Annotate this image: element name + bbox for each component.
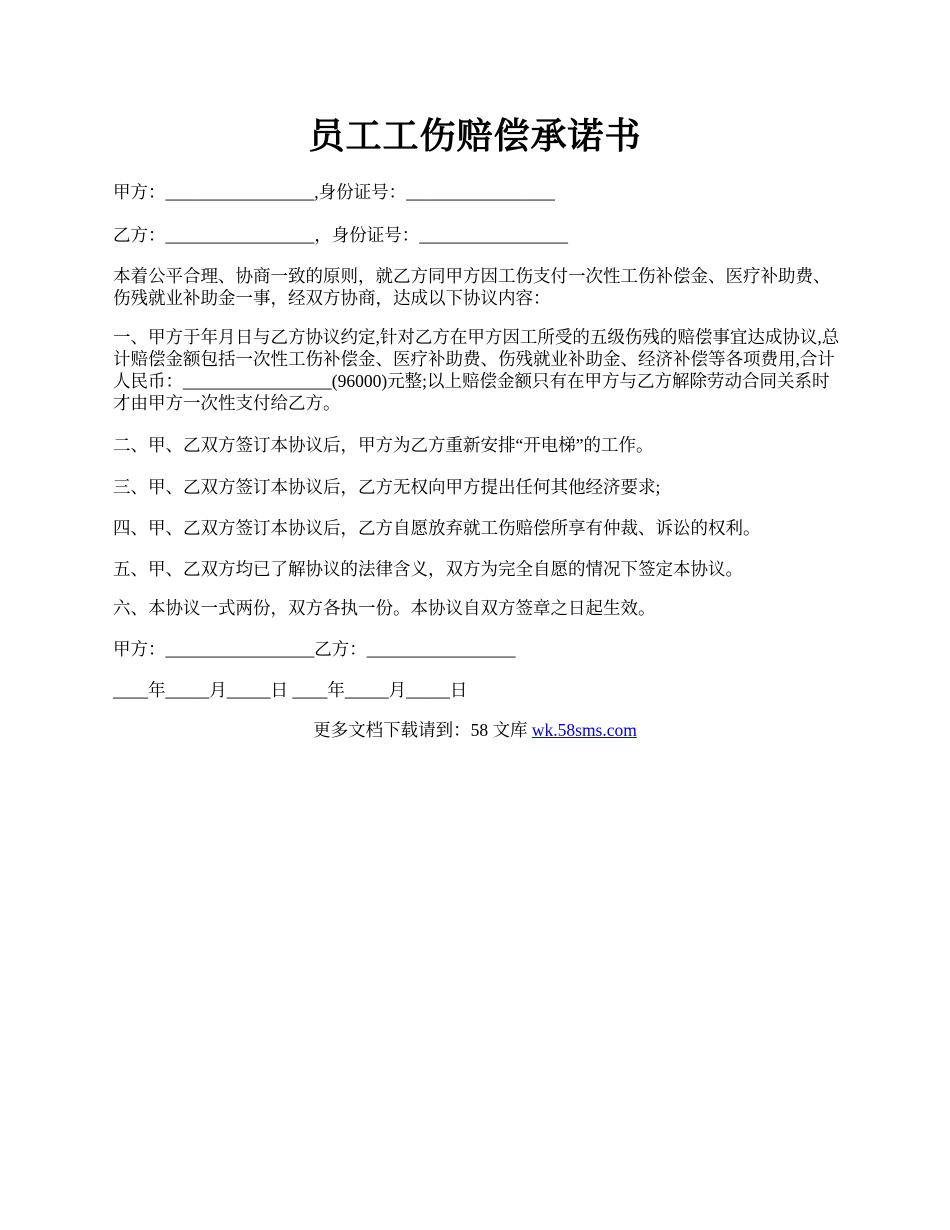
party-a-line: 甲方：_________________,身份证号：_________________ (113, 182, 555, 202)
intro-paragraph: 本着公平合理、协商一致的原则，就乙方同甲方因工伤支付一次性工伤补偿金、医疗补助费、伤残就业补助金一事，经双方协商，达成以下协议内容： (113, 266, 831, 308)
clause-5: 五、甲、乙双方均已了解协议的法律含义，双方为完全自愿的情况下签定本协议。 (113, 559, 743, 579)
date-line: ____年_____月_____日 ____年_____月_____日 (113, 680, 468, 700)
clause-1: 一、甲方于年月日与乙方协议约定,针对乙方在甲方因工所受的五级伤残的赔偿事宜达成协议,总计赔偿金额包括一次性工伤补偿金、医疗补助费、伤残就业补助金、经济补偿等各项费用,合计人民币：_________________(96000)元整;以上赔偿金额只有在甲方与乙方解除劳动合同关系时才由甲方一次性支付给乙方。 (113, 327, 840, 413)
footer-link[interactable]: wk.58sms.com (531, 720, 637, 740)
signature-line: 甲方：_________________乙方：_________________ (113, 639, 516, 659)
clause-6: 六、本协议一式两份，双方各执一份。本协议自双方签章之日起生效。 (113, 598, 656, 618)
document-title: 员工工伤赔偿承诺书 (308, 116, 642, 156)
party-b-line: 乙方：_________________，身份证号：_________________ (113, 225, 568, 245)
footer-text: 更多文档下载请到：58 文库 (313, 720, 532, 740)
clause-4: 四、甲、乙双方签订本协议后，乙方自愿放弃就工伤赔偿所享有仲裁、诉讼的权利。 (113, 518, 761, 538)
clause-3: 三、甲、乙双方签订本协议后，乙方无权向甲方提出任何其他经济要求; (113, 477, 661, 497)
clause-2: 二、甲、乙双方签订本协议后，甲方为乙方重新安排“开电梯”的工作。 (113, 435, 654, 455)
footer (0, 719, 950, 741)
